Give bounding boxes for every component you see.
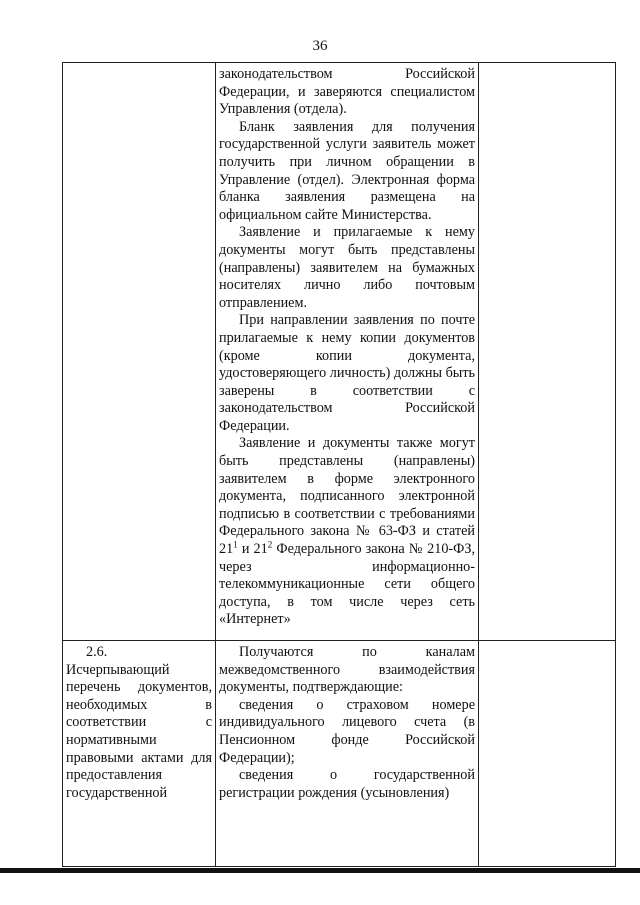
row1-paragraph-4: При направлении заявления по почте прилагаемые к нему копии документов (кроме копии документа, удостоверяющего личность) должны быть заверены в соответствии с законодательством Российской Федерации. (219, 312, 475, 434)
table-row (63, 63, 616, 641)
row1-p5-sup2: 2 (267, 539, 273, 550)
row2-paragraph-2: сведения о страховом номере индивидуального лицевого счета (в Пенсионном фонде Российской Федерации); (219, 696, 475, 766)
row1-col2-cell (216, 63, 479, 641)
row1-p5-part3: Федерального закона № 210-ФЗ, через информационно-телекоммуникационные сети общего доступа, в том числе через сеть «Интернет» (219, 541, 476, 628)
row2-col2-cell (216, 641, 479, 867)
row1-p5-part1: Заявление и документы также могут быть представлены (направлены) заявителем в форме электронного документа, подписанного электронной подписью в соответствии с требованиями Федерального закона № 63-ФЗ и статей 21 (219, 435, 475, 558)
row2-section-number: 2.6. (86, 644, 108, 660)
row2-paragraph-1: Получаются по каналам межведомственного взаимодействия документы, подтверждающие: (219, 644, 475, 696)
row1-paragraph-5 (219, 435, 475, 629)
row1-paragraph-2: Бланк заявления для получения государственной услуги заявитель может получить при личном обращении в Управление (отдел). Электронная форма бланка заявления размещена на официальном сайте Министерства. (219, 118, 475, 223)
row1-paragraph-3: Заявление и прилагаемые к нему документы могут быть представлены (направлены) заявителем на бумажных носителях лично либо почтовым отправлением. (219, 224, 475, 311)
row2-col1-cell (63, 641, 216, 867)
row2-col3-cell (479, 641, 616, 867)
row2-section-title: Исчерпывающий перечень документов, необходимых в соответствии с нормативными правовыми актами для предоставления государственной (66, 661, 212, 801)
row1-col3-cell (479, 63, 616, 641)
row1-paragraph-1: законодательством Российской Федерации, и заверяются специалистом Управления (отдела). (219, 66, 475, 118)
row1-p5-part2: и 21 (237, 541, 268, 558)
document-table (62, 62, 616, 867)
row2-paragraph-3: сведения о государственной регистрации рождения (усыновления) (219, 767, 475, 801)
row1-p5-sup1: 1 (233, 539, 238, 550)
page-number: 36 (312, 38, 328, 54)
row1-col1-cell (63, 63, 216, 641)
scan-bottom-border (0, 868, 640, 873)
table-row (63, 641, 616, 867)
